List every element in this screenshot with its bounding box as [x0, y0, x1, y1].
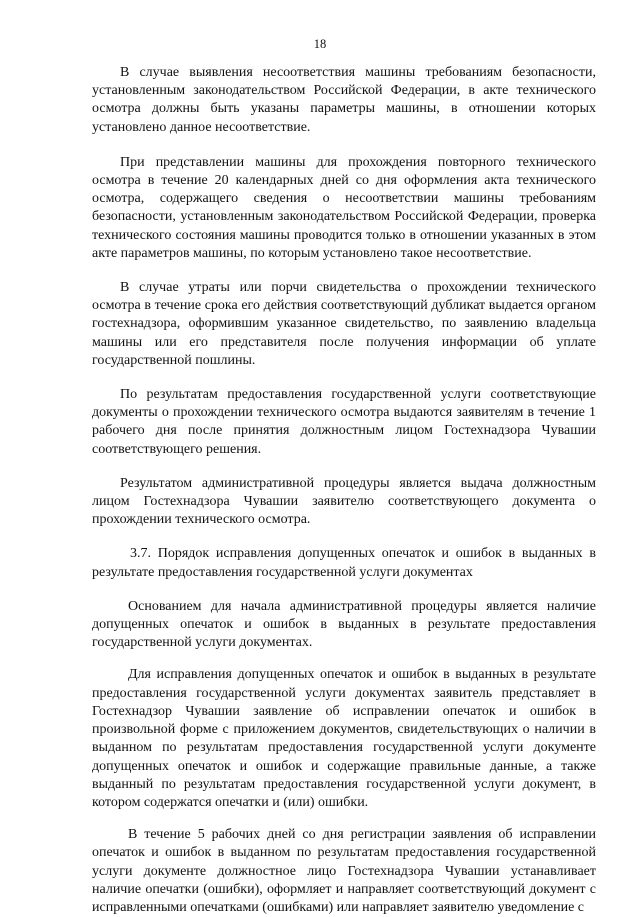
- paragraph-correction-deadline: В течение 5 рабочих дней со дня регистрации заявления об исправлении опечаток и ошибок в выданном по результатам предоставления государственной услуги документе должностное лицо Гостехнадзора Чувашии устанавливает наличие опечатки (ошибки), оформляет и направляет соответствующий документ с исправленными опечатками (ошибками) или направляет заявителю уведомление с: [92, 827, 596, 915]
- section-heading: 3.7. Порядок исправления допущенных опечаток и ошибок в выданных в результате предоставления государственной услуги документах: [92, 546, 596, 580]
- paragraph-nonconformity-act: В случае выявления несоответствия машины требованиям безопасности, установленным законодательством Российской Федерации, в акте технического осмотра должны быть указаны параметры машины, в отношении которых установлено данное несоответствие.: [92, 65, 596, 135]
- paragraph-repeat-inspection: При представлении машины для прохождения повторного технического осмотра в течение 20 календарных дней со дня оформления акта технического осмотра, содержащего сведения о несоответствии машины требованиям безопасности, установленным законодательством Российской Федерации, проверка технического состояния машины проводится только в отношении указанных в этом акте параметров машины, по которым установлено такое несоответствие.: [92, 154, 596, 261]
- paragraph-duplicate-certificate: В случае утраты или порчи свидетельства о прохождении технического осмотра в течение срока его действия соответствующий дубликат выдается органом гостехнадзора, оформившим указанное свидетельство, по заявлению владельца машины или его представителя после получения информации об уплате государственной пошлины.: [92, 280, 596, 368]
- paragraph-document-issuance: По результатам предоставления государственной услуги соответствующие документы о прохождении технического осмотра выдаются заявителям в течение 1 рабочего дня после принятия должностным лицом Гостехнадзора Чувашии соответствующего решения.: [92, 387, 596, 457]
- paragraph-correction-request: Для исправления допущенных опечаток и ошибок в выданных в результате предоставления государственной услуги документах заявитель представляет в Гостехнадзор Чувашии заявление об исправлении опечаток и ошибок в произвольной форме с приложением документов, свидетельствующих о наличии в выданном по результатам предоставления государственной услуги документе допущенных опечаток и ошибок и содержащие правильные данные, а также выданный по результатам предоставления государственной услуги документ, в котором содержатся опечатки и (или) ошибки.: [92, 667, 596, 810]
- page-number: 18: [313, 37, 327, 51]
- document-body: [92, 64, 596, 917]
- paragraph-procedure-basis: Основанием для начала административной процедуры является наличие допущенных опечаток и ошибок в выданных в результате предоставления государственной услуги документах.: [92, 598, 596, 651]
- paragraph-procedure-result: Результатом административной процедуры является выдача должностным лицом Гостехнадзора Чувашии заявителю соответствующего документа о прохождении технического осмотра.: [92, 475, 596, 528]
